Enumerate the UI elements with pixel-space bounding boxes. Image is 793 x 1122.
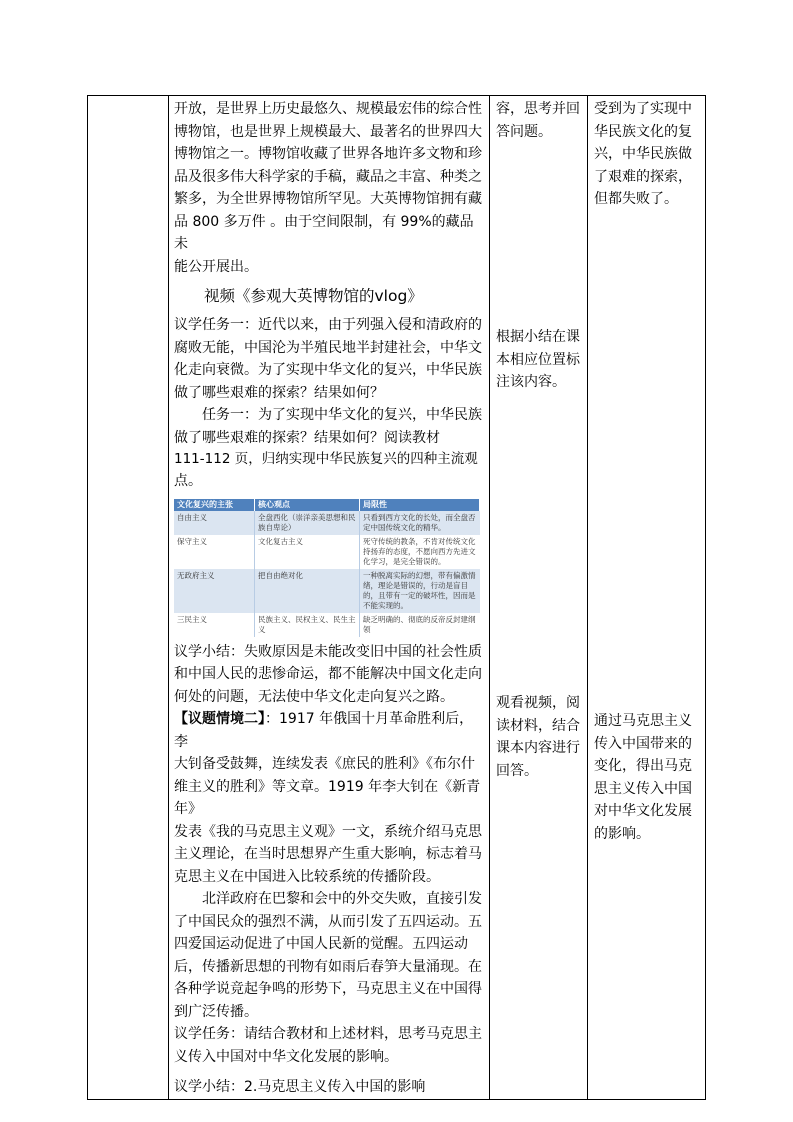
student-activity-block	[496, 326, 583, 394]
text-line: 兴，中华民族做	[594, 146, 692, 162]
ideas-cell: 三民主义	[174, 613, 255, 637]
text-line: 本相应位置标	[496, 351, 580, 368]
ideas-cell: 把自由绝对化	[255, 569, 360, 613]
student-activity-block	[496, 98, 583, 143]
text-line: 做了哪些艰难的探索？结果如何？阅读教材	[174, 429, 440, 446]
ideas-header: 局限性	[360, 499, 480, 511]
text-line: ：1917 年俄国十月革命胜利后，李	[174, 711, 474, 750]
text-line: 义传入中国对中华文化发展的影响。	[174, 1048, 398, 1065]
text-line: 思主义传入中国	[594, 780, 692, 797]
may-fourth-paragraph	[174, 888, 485, 1023]
text-line: 注该内容。	[496, 374, 566, 390]
ideas-cell: 死守传统的教条，不肯对传统文化持扬弃的态度，不愿向西方先进文化学习，是完全错误的。	[360, 535, 480, 569]
stage-cell	[88, 96, 169, 1100]
text-line: 传入中国带来的	[594, 735, 692, 752]
teaching-material-cell	[169, 96, 490, 1100]
ideas-row	[174, 613, 480, 637]
text-line: 读材料，结合	[496, 717, 580, 734]
text-line: 根据小结在课	[496, 329, 580, 345]
ideas-row	[174, 535, 480, 569]
text-line: 课本内容进行	[496, 740, 580, 756]
text-line: 答问题。	[496, 123, 552, 140]
text-line: 克思主义在中国进入比较系统的传播阶段。	[174, 868, 440, 885]
text-line: 北洋政府在巴黎和会中的外交失败，直接引发	[202, 891, 482, 907]
text-line: 华民族文化的复	[594, 123, 692, 140]
text-line: 到广泛传播。	[174, 1003, 258, 1020]
text-line: 回答。	[496, 762, 538, 779]
text-line: 议学任务一：近代以来，由于列强入侵和清政府的	[174, 317, 482, 333]
text-line: 议学任务：请结合教材和上述材料，思考马克思主	[174, 1026, 482, 1042]
text-line: 维主义的胜利》等文章。1919 年李大钊在《新青年》	[174, 778, 481, 817]
text-line: 了中国民众的强烈不满，从而引发了五四运动。五	[174, 913, 482, 930]
ideas-cell: 一种脱离实际的幻想，带有偏激情绪，理论是错误的，行动是盲目的，且带有一定的破坏性，因而是不能实现的。	[360, 569, 480, 613]
cultural-revival-ideas-table	[174, 499, 480, 637]
ideas-cell: 缺乏明确的、彻底的反帝反封建纲领	[360, 613, 480, 637]
design-intent-block	[594, 710, 701, 845]
task-two	[174, 1023, 485, 1068]
summary-two: 议学小结：2.马克思主义传入中国的影响	[174, 1079, 426, 1095]
text-line: 容，思考并回	[496, 101, 580, 117]
text-line: 开放，是世界上历史最悠久、规模最宏伟的综合性	[174, 101, 482, 117]
summary-one	[174, 641, 485, 709]
text-line: 和中国人民的悲惨命运，都不能解决中国文化走向	[174, 666, 482, 682]
text-line: 观看视频，阅	[496, 695, 580, 711]
text-line: 发表《我的马克思主义观》一文，系统介绍马克思	[174, 823, 482, 840]
ideas-row	[174, 569, 480, 613]
text-line: 化走向衰微。为了实现中华文化的复兴，中华民族	[174, 362, 482, 378]
text-line: 品 800 多万件 。由于空间限制，有 99%的藏品未	[174, 213, 474, 252]
text-line: 通过马克思主义	[594, 713, 692, 729]
text-line: 但都失败了。	[594, 191, 678, 207]
text-line: 点。	[174, 473, 202, 489]
text-line: 受到为了实现中	[594, 101, 692, 117]
text-line: 任务一：为了实现中华文化的复兴，中华民族	[202, 407, 482, 423]
text-line: 的影响。	[594, 825, 650, 842]
design-intent-block	[594, 98, 701, 211]
scene-two-label: 【议题情境二】	[174, 711, 265, 727]
text-line: 博物馆之一。博物馆收藏了世界各地许多文物和珍	[174, 146, 482, 162]
design-intent-cell	[588, 96, 706, 1100]
ideas-header: 文化复兴的主张	[174, 499, 255, 511]
scene-two	[174, 708, 485, 888]
text-line: 四爱国运动促进了中国人民新的觉醒。五四运动	[174, 936, 468, 952]
museum-intro	[174, 98, 485, 278]
text-line: 议学小结：失败原因是未能改变旧中国的社会性质	[174, 643, 482, 660]
text-line: 对中华文化发展	[594, 803, 692, 819]
text-line: 博物馆，也是世界上规模最大、最著名的世界四大	[174, 123, 482, 140]
ideas-cell: 只看到西方文化的长处，而全盘否定中国传统文化的精华。	[360, 511, 480, 535]
ideas-cell: 全盘西化（崇洋亲美思想和民族自卑论）	[255, 511, 360, 535]
text-line: 繁多，为全世界博物馆所罕见。大英博物馆拥有藏	[174, 191, 482, 207]
ideas-header: 核心观点	[255, 499, 360, 511]
student-activity-block	[496, 692, 583, 782]
text-line: 各种学说竞起争鸣的形势下，马克思主义在中国得	[174, 981, 482, 997]
ideas-cell: 自由主义	[174, 511, 255, 535]
text-line: 做了哪些艰难的探索？结果如何？	[174, 384, 384, 401]
text-line: 后，传播新思想的刊物有如雨后春笋大量涌现。在	[174, 958, 482, 975]
text-line: 主义理论，在当时思想界产生重大影响，标志着马	[174, 846, 482, 862]
ideas-cell: 无政府主义	[174, 569, 255, 613]
ideas-cell: 民族主义、民权主义、民生主义	[255, 613, 360, 637]
ideas-cell: 保守主义	[174, 535, 255, 569]
text-line: 品及很多伟大科学家的手稿，藏品之丰富、种类之	[174, 168, 482, 185]
task-one	[174, 314, 485, 493]
ideas-cell: 文化复古主义	[255, 535, 360, 569]
text-line: 何处的问题，无法使中华文化走向复兴之路。	[174, 688, 454, 705]
text-line: 111-112 页，归纳实现中华民族复兴的四种主流观	[174, 451, 478, 467]
video-title: 视频《参观大英博物馆的vlog》	[204, 287, 423, 305]
student-activity-cell	[490, 96, 588, 1100]
text-line: 变化，得出马克	[594, 758, 692, 774]
text-line: 能公开展出。	[174, 258, 258, 275]
ideas-row	[174, 511, 480, 535]
text-line: 腐败无能，中国沦为半殖民地半封建社会，中华文	[174, 339, 482, 356]
lesson-plan-table	[87, 95, 706, 1100]
text-line: 了艰难的探索，	[594, 168, 692, 185]
text-line: 大钊备受鼓舞，连续发表《庶民的胜利》《布尔什	[174, 756, 475, 772]
